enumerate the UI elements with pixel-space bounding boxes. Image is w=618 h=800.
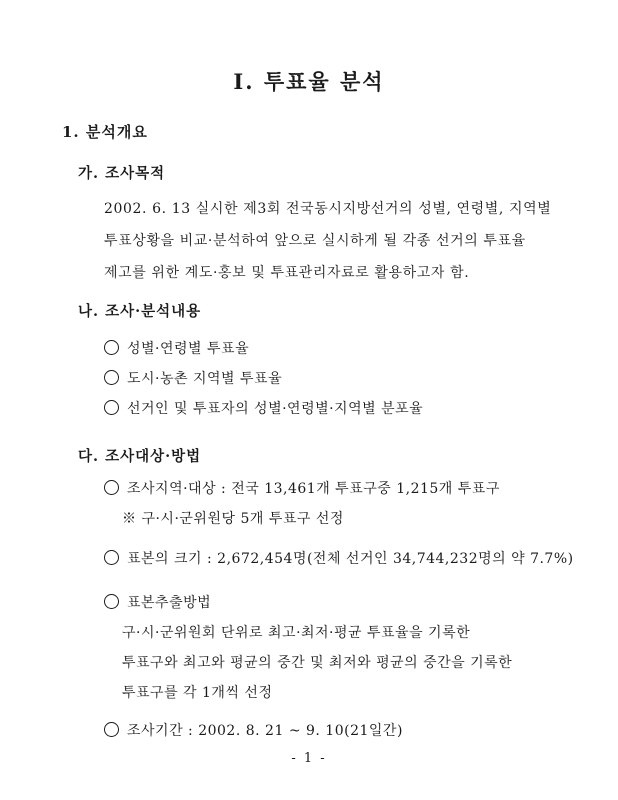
circle-bullet-icon: [104, 480, 119, 495]
circle-bullet-icon: [104, 550, 119, 565]
list-item-text: 조사기간 : 2002. 8. 21 ~ 9. 10(21일간): [127, 723, 403, 739]
list-item-text: 표본추출방법: [127, 595, 212, 611]
extraction-line: 구·시·군위원회 단위로 최고·최저·평균 투표율을 기록한: [122, 625, 471, 641]
extraction-line: 투표구와 최고와 평균의 중간 및 최저와 평균의 중간을 기록한: [122, 655, 513, 671]
list-item: [104, 398, 423, 418]
circle-bullet-icon: [104, 400, 119, 415]
purpose-paragraph: [104, 193, 551, 289]
subsection-heading-method: 다. 조사대상·방법: [78, 448, 202, 465]
list-item: [104, 338, 249, 358]
paragraph-line: 2002. 6. 13 실시한 제3회 전국동시지방선거의 성별, 연령별, 지역별: [104, 201, 552, 217]
circle-bullet-icon: [104, 370, 119, 385]
list-item: [104, 368, 282, 388]
circle-bullet-icon: [104, 340, 119, 355]
section-heading-overview: 1. 분석개요: [62, 123, 148, 141]
list-item-sample-size: [104, 548, 574, 568]
list-item-text: 도시·농촌 지역별 투표율: [127, 371, 283, 387]
list-item-period: [104, 720, 403, 740]
list-item-region: [104, 478, 500, 498]
paragraph-line: 투표상황을 비교·분석하여 앞으로 실시하게 될 각종 선거의 투표율: [104, 233, 526, 249]
list-item-text: 성별·연령별 투표율: [127, 341, 250, 357]
subsection-heading-contents: 나. 조사·분석내용: [78, 303, 202, 320]
region-note: ※ 구·시·군위원당 5개 투표구 선정: [122, 511, 344, 527]
page-number: - 1 -: [291, 751, 327, 766]
list-item-extraction: [104, 592, 211, 612]
subsection-heading-purpose: 가. 조사목적: [78, 165, 166, 182]
list-item-text: 선거인 및 투표자의 성별·연령별·지역별 분포율: [127, 401, 424, 417]
list-item-text: 표본의 크기 : 2,672,454명(전체 선거인 34,744,232명의 약 7.7%): [127, 551, 574, 567]
circle-bullet-icon: [104, 594, 119, 609]
paragraph-line: 제고를 위한 계도·홍보 및 투표관리자료로 활용하고자 함.: [104, 265, 470, 281]
extraction-line: 투표구를 각 1개씩 선정: [122, 685, 273, 701]
list-item-text: 조사지역·대상 : 전국 13,461개 투표구중 1,215개 투표구: [127, 481, 500, 497]
page-title: Ⅰ. 투표율 분석: [233, 69, 385, 94]
circle-bullet-icon: [104, 722, 119, 737]
